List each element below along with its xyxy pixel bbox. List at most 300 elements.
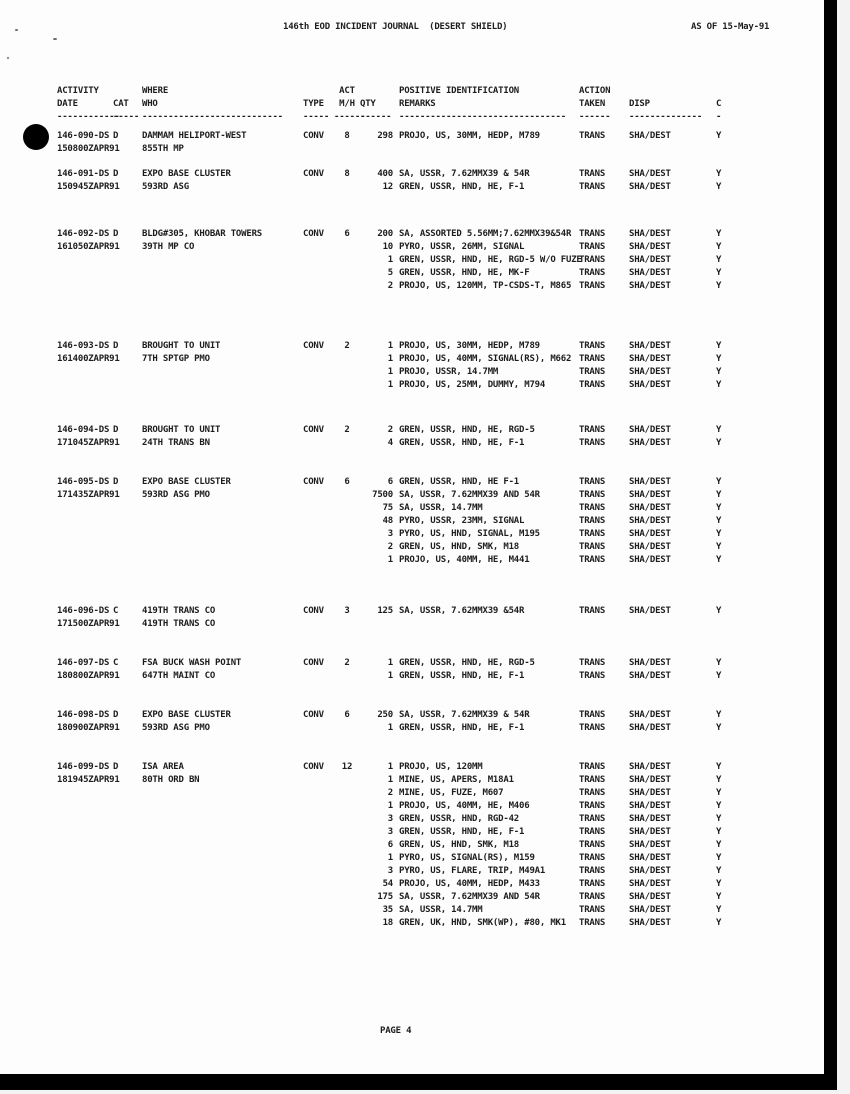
header-mh: M/H	[339, 99, 355, 109]
cell-qty: 3	[387, 529, 393, 539]
cell-activity-date	[57, 904, 113, 917]
journal-row	[0, 605, 850, 618]
cell-action-taken: TRANS	[579, 723, 606, 733]
cell-act-mh	[334, 528, 360, 541]
cell-action-taken: TRANS	[579, 477, 606, 487]
scan-edge-right	[837, 0, 850, 1094]
cell-activity-date	[57, 554, 113, 567]
cell-remarks: SA, USSR, 7.62MMX39 AND 54R	[399, 892, 540, 902]
cell-disp: SHA/DEST	[629, 380, 671, 390]
cell-activity-date	[57, 800, 113, 813]
cell-action-taken: TRANS	[579, 169, 606, 179]
cell-action-taken	[579, 143, 629, 156]
column-header-line-1	[0, 85, 850, 98]
cell-remarks: SA, USSR, 14.7MM	[399, 905, 483, 915]
cell-cat	[113, 528, 142, 541]
cell-where-who	[142, 800, 303, 813]
cell-disp: SHA/DEST	[629, 229, 671, 239]
cell-act-mh: 6	[344, 710, 350, 720]
cell-type	[303, 280, 334, 293]
cell-c: Y	[716, 380, 722, 390]
cell-disp: SHA/DEST	[629, 542, 671, 552]
cell-qty: 6	[387, 477, 393, 487]
cell-act-mh	[334, 366, 360, 379]
cell-cat	[113, 852, 142, 865]
cell-disp: SHA/DEST	[629, 516, 671, 526]
cell-where-who	[142, 502, 303, 515]
cell-act-mh: 6	[344, 477, 350, 487]
journal-row	[0, 168, 850, 181]
cell-activity-date: 171045ZAPR91	[57, 438, 120, 448]
cell-activity-date: 146-098-DS	[57, 710, 110, 720]
journal-record	[0, 424, 850, 450]
cell-c	[716, 143, 728, 156]
cell-disp: SHA/DEST	[629, 658, 671, 668]
cell-disp: SHA/DEST	[629, 814, 671, 824]
scan-speck	[53, 38, 57, 40]
cell-act-mh	[334, 839, 360, 852]
scan-edge-bottom	[0, 1090, 850, 1094]
cell-act-mh: 8	[344, 169, 350, 179]
journal-row	[0, 379, 850, 392]
cell-qty: 3	[387, 827, 393, 837]
cell-qty: 2	[387, 788, 393, 798]
cell-c: Y	[716, 477, 722, 487]
journal-row	[0, 657, 850, 670]
journal-row	[0, 787, 850, 800]
journal-row	[0, 917, 850, 930]
cell-where-who	[142, 878, 303, 891]
cell-act-mh	[334, 826, 360, 839]
cell-where-who: 593RD ASG PMO	[142, 490, 210, 500]
cell-qty: 2	[387, 425, 393, 435]
cell-act-mh: 2	[344, 341, 350, 351]
cell-cat	[113, 379, 142, 392]
cell-disp: SHA/DEST	[629, 555, 671, 565]
column-header-ruler: ------------ ----- --------------------------- ----- ------ ------ -------------------------------- ------ -------------- -	[57, 112, 722, 122]
cell-remarks: PROJO, US, 25MM, DUMMY, M794	[399, 380, 546, 390]
cell-type	[303, 878, 334, 891]
cell-cat	[113, 515, 142, 528]
cell-disp: SHA/DEST	[629, 866, 671, 876]
as-of-date: AS OF 15-May-91	[691, 22, 770, 32]
cell-action-taken: TRANS	[579, 671, 606, 681]
cell-remarks: GREN, US, HND, SMK, M18	[399, 542, 520, 552]
cell-cat: C	[113, 658, 119, 668]
cell-act-mh	[334, 379, 360, 392]
cell-qty: 1	[387, 723, 393, 733]
cell-qty: 4	[387, 438, 393, 448]
header-who: WHO	[142, 99, 158, 109]
cell-disp: SHA/DEST	[629, 840, 671, 850]
cell-remarks	[393, 618, 579, 631]
journal-row	[0, 181, 850, 194]
cell-where-who: 419TH TRANS CO	[142, 619, 216, 629]
cell-where-who: 593RD ASG	[142, 182, 189, 192]
cell-disp: SHA/DEST	[629, 879, 671, 889]
cell-remarks	[393, 143, 579, 156]
cell-qty: 35	[382, 905, 393, 915]
cell-c: Y	[716, 814, 722, 824]
header-activity: ACTIVITY	[57, 86, 99, 96]
cell-disp: SHA/DEST	[629, 182, 671, 192]
cell-c: Y	[716, 555, 722, 565]
journal-row	[0, 839, 850, 852]
cell-type	[303, 437, 334, 450]
cell-c	[716, 618, 728, 631]
cell-action-taken: TRANS	[579, 801, 606, 811]
cell-where-who	[142, 366, 303, 379]
journal-row	[0, 228, 850, 241]
cell-cat: C	[113, 606, 119, 616]
cell-type	[303, 181, 334, 194]
cell-act-mh	[334, 917, 360, 930]
cell-cat: D	[113, 341, 119, 351]
cell-cat	[113, 800, 142, 813]
cell-cat	[113, 878, 142, 891]
cell-disp: SHA/DEST	[629, 438, 671, 448]
cell-where-who: FSA BUCK WASH POINT	[142, 658, 242, 668]
cell-action-taken: TRANS	[579, 658, 606, 668]
cell-type: CONV	[303, 762, 324, 772]
cell-c: Y	[716, 723, 722, 733]
cell-remarks: PYRO, USSR, 23MM, SIGNAL	[399, 516, 525, 526]
cell-c: Y	[716, 169, 722, 179]
cell-cat	[113, 267, 142, 280]
cell-disp: SHA/DEST	[629, 775, 671, 785]
cell-disp: SHA/DEST	[629, 281, 671, 291]
cell-type: CONV	[303, 710, 324, 720]
cell-c: Y	[716, 268, 722, 278]
cell-activity-date	[57, 280, 113, 293]
cell-where-who: EXPO BASE CLUSTER	[142, 169, 231, 179]
cell-qty: 400	[377, 169, 393, 179]
cell-cat: D	[113, 425, 119, 435]
cell-remarks: SA, USSR, 7.62MMX39 & 54R	[399, 169, 530, 179]
cell-where-who: EXPO BASE CLUSTER	[142, 477, 231, 487]
cell-activity-date: 146-090-DS	[57, 131, 110, 141]
journal-row	[0, 774, 850, 787]
incident-journal-table	[0, 85, 850, 956]
cell-c: Y	[716, 131, 722, 141]
journal-row	[0, 541, 850, 554]
cell-cat: D	[113, 762, 119, 772]
cell-cat	[113, 917, 142, 930]
cell-disp: SHA/DEST	[629, 801, 671, 811]
cell-remarks: PYRO, US, SIGNAL(RS), M159	[399, 853, 535, 863]
cell-act-mh	[334, 891, 360, 904]
cell-act-mh	[334, 267, 360, 280]
cell-remarks: GREN, USSR, HND, HE, RGD-5 W/O FUZE	[399, 255, 582, 265]
cell-act-mh	[334, 353, 360, 366]
cell-cat	[113, 143, 142, 156]
cell-qty: 1	[387, 775, 393, 785]
cell-qty: 1	[387, 555, 393, 565]
journal-row	[0, 366, 850, 379]
cell-act-mh	[334, 254, 360, 267]
journal-row	[0, 878, 850, 891]
cell-remarks: GREN, USSR, HND, HE, RGD-5	[399, 425, 535, 435]
cell-where-who	[142, 254, 303, 267]
cell-remarks: PROJO, US, 120MM	[399, 762, 483, 772]
column-header-line-2	[0, 98, 850, 111]
cell-type	[303, 254, 334, 267]
cell-c: Y	[716, 918, 722, 928]
cell-c: Y	[716, 866, 722, 876]
cell-act-mh	[334, 865, 360, 878]
cell-action-taken: TRANS	[579, 490, 606, 500]
cell-activity-date: 146-091-DS	[57, 169, 110, 179]
cell-activity-date: 171435ZAPR91	[57, 490, 120, 500]
cell-action-taken: TRANS	[579, 606, 606, 616]
cell-disp: SHA/DEST	[629, 710, 671, 720]
cell-type	[303, 366, 334, 379]
cell-type: CONV	[303, 169, 324, 179]
cell-cat	[113, 554, 142, 567]
cell-qty	[360, 143, 393, 156]
cell-activity-date	[57, 852, 113, 865]
cell-action-taken: TRANS	[579, 905, 606, 915]
cell-activity-date	[57, 254, 113, 267]
cell-remarks: GREN, UK, HND, SMK(WP), #80, MK1	[399, 918, 566, 928]
cell-cat	[113, 181, 142, 194]
cell-where-who	[142, 865, 303, 878]
cell-act-mh: 12	[341, 762, 353, 772]
cell-disp: SHA/DEST	[629, 477, 671, 487]
cell-cat	[113, 904, 142, 917]
cell-act-mh	[334, 774, 360, 787]
page-number: PAGE 4	[380, 1026, 412, 1036]
cell-act-mh	[334, 541, 360, 554]
journal-records	[0, 130, 850, 930]
cell-act-mh: 2	[344, 658, 350, 668]
cell-disp	[629, 143, 716, 156]
cell-where-who: BLDG#305, KHOBAR TOWERS	[142, 229, 263, 239]
cell-c: Y	[716, 905, 722, 915]
cell-qty: 2	[387, 542, 393, 552]
header-cat: CAT	[113, 99, 129, 109]
cell-remarks: PROJO, US, 40MM, HEDP, M433	[399, 879, 540, 889]
cell-remarks: GREN, USSR, HND, HE, F-1	[399, 438, 525, 448]
journal-row	[0, 904, 850, 917]
journal-row	[0, 515, 850, 528]
cell-act-mh	[334, 670, 360, 683]
cell-type	[303, 267, 334, 280]
cell-disp: SHA/DEST	[629, 354, 671, 364]
cell-disp: SHA/DEST	[629, 131, 671, 141]
cell-remarks: GREN, US, HND, SMK, M18	[399, 840, 520, 850]
cell-cat	[113, 241, 142, 254]
cell-action-taken: TRANS	[579, 281, 606, 291]
scan-speck	[15, 29, 18, 31]
cell-remarks: SA, USSR, 7.62MMX39 &54R	[399, 606, 525, 616]
cell-where-who: 80TH ORD BN	[142, 775, 200, 785]
cell-where-who	[142, 554, 303, 567]
cell-qty: 1	[387, 658, 393, 668]
cell-activity-date	[57, 366, 113, 379]
journal-row	[0, 476, 850, 489]
cell-where-who: DAMMAM HELIPORT-WEST	[142, 131, 247, 141]
cell-cat	[113, 366, 142, 379]
header-type: TYPE	[303, 99, 324, 109]
cell-qty: 10	[382, 242, 393, 252]
cell-c: Y	[716, 788, 722, 798]
cell-c: Y	[716, 775, 722, 785]
cell-c: Y	[716, 255, 722, 265]
journal-record	[0, 476, 850, 567]
cell-activity-date	[57, 379, 113, 392]
cell-c: Y	[716, 367, 722, 377]
cell-activity-date: 146-099-DS	[57, 762, 110, 772]
journal-record	[0, 761, 850, 930]
cell-type	[303, 143, 334, 156]
cell-disp: SHA/DEST	[629, 788, 671, 798]
cell-act-mh	[334, 280, 360, 293]
cell-type: CONV	[303, 477, 324, 487]
cell-qty: 175	[377, 892, 393, 902]
cell-qty: 7500	[372, 490, 393, 500]
cell-disp: SHA/DEST	[629, 529, 671, 539]
cell-activity-date	[57, 787, 113, 800]
cell-type	[303, 618, 334, 631]
journal-row	[0, 761, 850, 774]
cell-disp: SHA/DEST	[629, 242, 671, 252]
journal-row	[0, 852, 850, 865]
cell-remarks: GREN, USSR, HND, HE F-1	[399, 477, 520, 487]
cell-cat	[113, 502, 142, 515]
cell-activity-date: 146-094-DS	[57, 425, 110, 435]
cell-act-mh	[334, 554, 360, 567]
journal-record	[0, 228, 850, 293]
cell-type: CONV	[303, 131, 324, 141]
cell-cat	[113, 722, 142, 735]
cell-type	[303, 528, 334, 541]
cell-c: Y	[716, 341, 722, 351]
journal-record	[0, 168, 850, 194]
journal-row	[0, 424, 850, 437]
cell-action-taken: TRANS	[579, 425, 606, 435]
cell-activity-date: 146-096-DS	[57, 606, 110, 616]
cell-disp: SHA/DEST	[629, 762, 671, 772]
cell-cat: D	[113, 710, 119, 720]
cell-c: Y	[716, 879, 722, 889]
header-c: C	[716, 99, 722, 109]
journal-row	[0, 865, 850, 878]
cell-qty: 1	[387, 354, 393, 364]
cell-type	[303, 891, 334, 904]
cell-where-who	[142, 280, 303, 293]
cell-remarks: SA, USSR, 7.62MMX39 AND 54R	[399, 490, 540, 500]
journal-row	[0, 528, 850, 541]
cell-action-taken: TRANS	[579, 182, 606, 192]
cell-cat: D	[113, 131, 119, 141]
cell-cat	[113, 489, 142, 502]
cell-act-mh: 3	[344, 606, 350, 616]
cell-remarks: PYRO, US, HND, SIGNAL, M195	[399, 529, 540, 539]
cell-qty: 18	[382, 918, 393, 928]
header-qty: QTY	[360, 99, 376, 109]
cell-act-mh	[334, 618, 360, 631]
cell-c: Y	[716, 658, 722, 668]
cell-qty: 1	[387, 762, 393, 772]
cell-action-taken: TRANS	[579, 853, 606, 863]
cell-c: Y	[716, 229, 722, 239]
journal-row	[0, 502, 850, 515]
cell-action-taken: TRANS	[579, 918, 606, 928]
cell-remarks: PYRO, USSR, 26MM, SIGNAL	[399, 242, 525, 252]
journal-row	[0, 130, 850, 143]
cell-act-mh	[334, 813, 360, 826]
cell-c: Y	[716, 354, 722, 364]
cell-c: Y	[716, 425, 722, 435]
cell-act-mh	[334, 878, 360, 891]
cell-activity-date	[57, 826, 113, 839]
cell-type	[303, 800, 334, 813]
cell-action-taken: TRANS	[579, 775, 606, 785]
cell-where-who	[142, 267, 303, 280]
cell-remarks: SA, ASSORTED 5.56MM;7.62MMX39&54R	[399, 229, 572, 239]
cell-disp: SHA/DEST	[629, 255, 671, 265]
cell-where-who	[142, 839, 303, 852]
cell-act-mh	[334, 904, 360, 917]
header-positive-identification: POSITIVE IDENTIFICATION	[399, 86, 520, 96]
cell-qty: 75	[382, 503, 393, 513]
cell-remarks: PROJO, US, 120MM, TP-CSDS-T, M865	[399, 281, 572, 291]
cell-where-who: BROUGHT TO UNIT	[142, 341, 221, 351]
journal-row	[0, 241, 850, 254]
cell-action-taken: TRANS	[579, 827, 606, 837]
cell-disp: SHA/DEST	[629, 425, 671, 435]
cell-disp: SHA/DEST	[629, 892, 671, 902]
cell-action-taken: TRANS	[579, 892, 606, 902]
header-where: WHERE	[142, 86, 169, 96]
cell-activity-date: 146-093-DS	[57, 341, 110, 351]
cell-c: Y	[716, 762, 722, 772]
journal-row	[0, 353, 850, 366]
cell-remarks: PROJO, US, 30MM, HEDP, M789	[399, 131, 540, 141]
cell-type	[303, 502, 334, 515]
cell-activity-date: 180900ZAPR91	[57, 723, 120, 733]
cell-where-who	[142, 813, 303, 826]
cell-activity-date	[57, 878, 113, 891]
cell-c: Y	[716, 840, 722, 850]
cell-act-mh	[334, 722, 360, 735]
cell-c: Y	[716, 801, 722, 811]
cell-qty: 1	[387, 801, 393, 811]
journal-row	[0, 800, 850, 813]
cell-c: Y	[716, 827, 722, 837]
cell-activity-date: 180800ZAPR91	[57, 671, 120, 681]
cell-action-taken: TRANS	[579, 542, 606, 552]
cell-qty: 1	[387, 380, 393, 390]
cell-type	[303, 826, 334, 839]
cell-activity-date	[57, 515, 113, 528]
cell-remarks: GREN, USSR, HND, RGD-42	[399, 814, 520, 824]
cell-remarks: GREN, USSR, HND, HE, F-1	[399, 671, 525, 681]
journal-row	[0, 722, 850, 735]
cell-type	[303, 904, 334, 917]
cell-qty: 48	[382, 516, 393, 526]
cell-action-taken: TRANS	[579, 555, 606, 565]
cell-type	[303, 917, 334, 930]
cell-act-mh	[334, 852, 360, 865]
journal-row	[0, 709, 850, 722]
cell-action-taken: TRANS	[579, 131, 606, 141]
cell-where-who: 24TH TRANS BN	[142, 438, 210, 448]
cell-type	[303, 353, 334, 366]
cell-type	[303, 241, 334, 254]
cell-activity-date: 150800ZAPR91	[57, 144, 120, 154]
